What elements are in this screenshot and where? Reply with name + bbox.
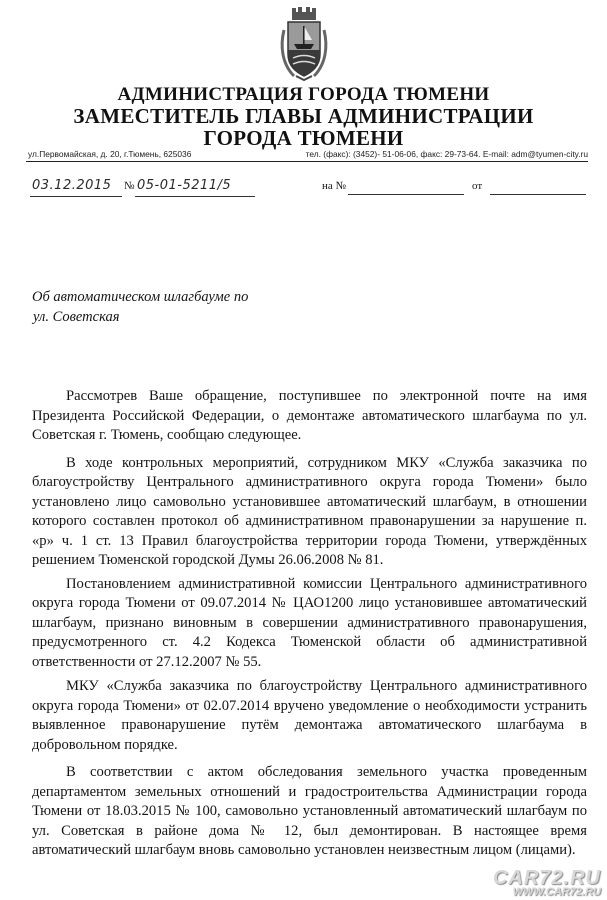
number-label: № bbox=[124, 180, 135, 192]
subject-line1: Об автоматическом шлагбауме по bbox=[32, 289, 249, 305]
reply-to-label: на № bbox=[322, 180, 347, 192]
from-label: от bbox=[472, 180, 483, 192]
paragraph-1: Рассмотрев Ваше обращение, поступившее по электронной почте на имя Президента Российской Федерации, о демонтаже автоматического шлагбаума по ул. Советская г. Тюмень, сообщаю следующее. bbox=[32, 388, 587, 443]
paragraph-3: Постановлением административной комиссии Центрального административного округа города Тюмени от 09.07.2014 № ЦАО1200 лицо установившее автоматический шлагбаум, признано виновным в совершении административного правонарушения, предусмотренного ст. 4.2 Кодекса Тюменской области об административной ответственности от 27.12.2007 № 55. bbox=[32, 575, 587, 670]
watermark-line1: CAR72.RU bbox=[492, 867, 601, 889]
date-underline bbox=[30, 196, 122, 197]
registration-number: 05-01-5211/5 bbox=[137, 178, 232, 193]
org-name-line1: АДМИНИСТРАЦИЯ ГОРОДА ТЮМЕНИ bbox=[117, 84, 490, 105]
header-divider bbox=[26, 161, 588, 162]
contacts-line bbox=[28, 149, 588, 161]
registration-block bbox=[30, 178, 590, 202]
address: ул.Первомайская, д. 20, г.Тюмень, 625036 bbox=[28, 149, 192, 159]
paragraph-2: В ходе контрольных мероприятий, сотрудником МКУ «Служба заказчика по благоустройству Центрального административного округа города Тюмени» было установлено лицо самовольно установившее автоматический шлагбаум, в отношении которого составлен протокол об административном правонарушении за нарушение п. «р» ч. 1 ст. 13 Правил благоустройства территории города Тюмени, утверждённых решением Тюменской городской Думы 26.06.2008 № 81. bbox=[32, 454, 587, 568]
from-underline bbox=[490, 194, 586, 195]
org-name-line3: ГОРОДА ТЮМЕНИ bbox=[203, 126, 404, 150]
letter-body bbox=[32, 387, 587, 869]
org-name-line2: ЗАМЕСТИТЕЛЬ ГЛАВЫ АДМИНИСТРАЦИИ bbox=[73, 104, 534, 128]
phones-email: тел. (факс): (3452)- 51-06-06, факс: 29-73-64. E-mail: adm@tyumen-city.ru bbox=[305, 149, 588, 159]
site-watermark bbox=[493, 867, 601, 898]
subject-line2: ул. Советская bbox=[33, 309, 120, 325]
letter-subject bbox=[32, 287, 292, 327]
paragraph-4: МКУ «Служба заказчика по благоустройству Центрального административного округа города Тюмени» от 02.07.2014 вручено уведомление о необходимости устранить выявленное правонарушение путём демонтажа автоматического шлагбаума в добровольном порядке. bbox=[32, 678, 587, 753]
registration-date: 03.12.2015 bbox=[32, 178, 112, 193]
paragraph-5: В соответствии с актом обследования земельного участка проведенным департаментом земельных отношений и градостроительства Администрации города Тюмени от 18.03.2015 № 100, самовольно установленный автоматический шлагбаум по ул. Советская в районе дома № 12, был демонтирован. В настоящее время автоматический шлагбаум вновь самовольно установлен неизвестным лицом (лицами). bbox=[32, 764, 587, 858]
tyumen-coat-of-arms-icon bbox=[278, 6, 330, 82]
reply-to-underline bbox=[348, 194, 464, 195]
watermark-line2: WWW.CAR72.RU bbox=[512, 886, 601, 898]
number-underline bbox=[135, 196, 255, 197]
